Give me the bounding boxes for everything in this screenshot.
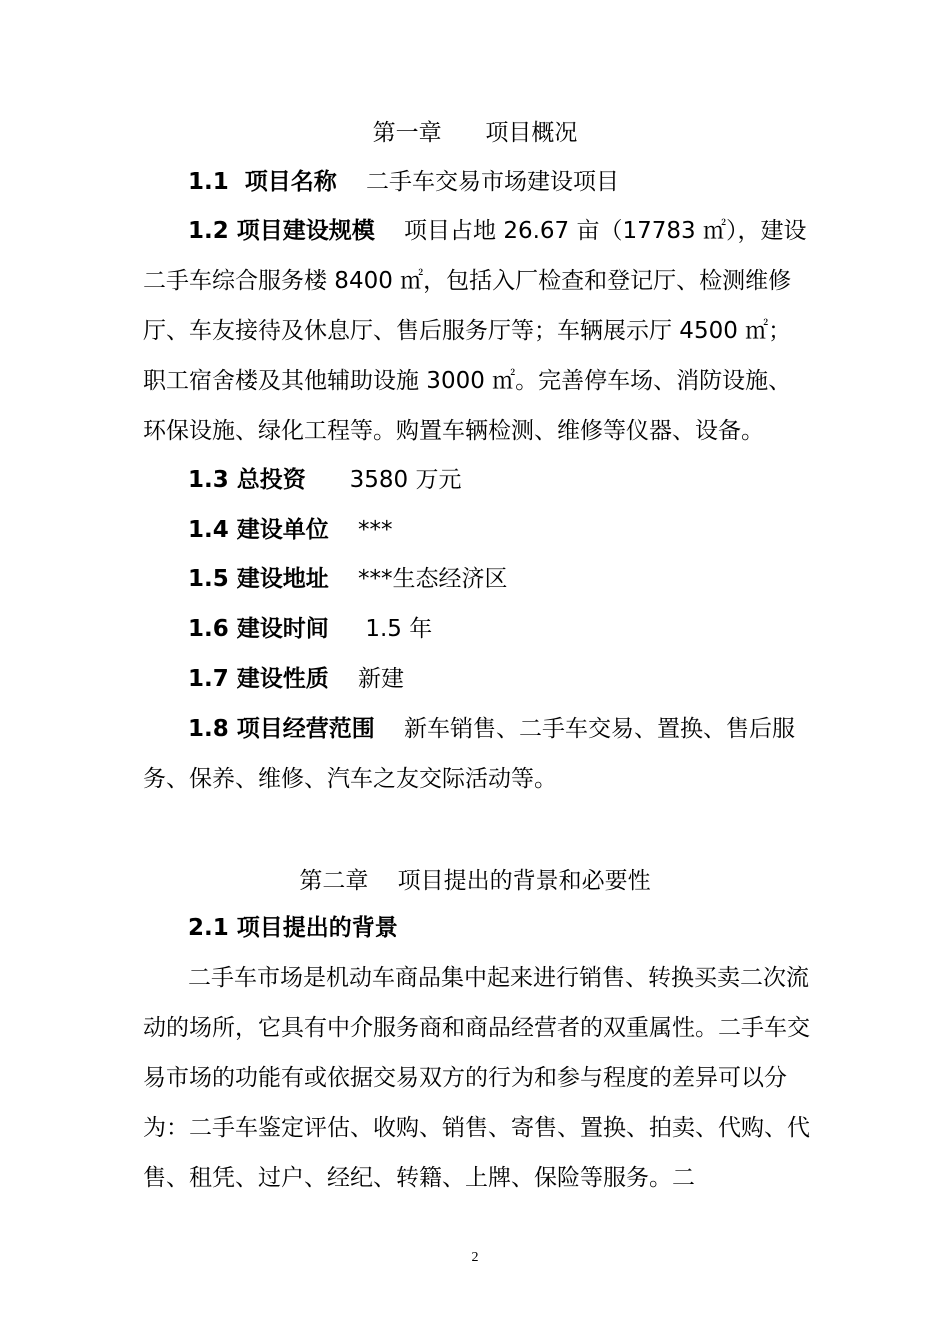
chapter-2-title: 第二章 项目提出的背景和必要性 bbox=[299, 868, 651, 894]
page-number: 2 bbox=[471, 1250, 479, 1265]
section-heading: 1.3 总投资 bbox=[188, 467, 306, 493]
section-heading: 1.6 建设时间 bbox=[188, 616, 329, 642]
section-heading: 1.4 建设单位 bbox=[188, 517, 329, 543]
section-value: 新建 bbox=[328, 666, 405, 692]
section-value: 新车销售、二手车交易、置换、售后服务、保养、维修、汽车之友交际活动等。 bbox=[143, 716, 796, 792]
chapter-1-title: 第一章 项目概况 bbox=[372, 120, 578, 146]
section-value: 项目占地 26.67 亩（17783 ㎡），建设二手车综合服务楼 8400 ㎡，包括入厂检查和登记厅、检测维修厅、车友接待及休息厅、售后服务厅等；车辆展示厅 4500 ㎡；职工宿舍楼及其他辅助设施 3000 ㎡。完善停车场、消防设施、环保设施、绿化工程等。购置车辆检测、维修等仪器、设备。 bbox=[143, 218, 807, 444]
section-heading: 1.1 项目名称 bbox=[188, 169, 337, 195]
section-1-5 bbox=[143, 554, 813, 604]
section-2-1 bbox=[143, 903, 813, 953]
section-value: *** bbox=[328, 517, 393, 543]
section-heading: 2.1 项目提出的背景 bbox=[188, 915, 398, 941]
section-heading: 1.8 项目经营范围 bbox=[188, 716, 375, 742]
section-heading: 1.5 建设地址 bbox=[188, 566, 329, 592]
section-value: 3580 万元 bbox=[305, 467, 462, 493]
body-paragraph: 二手车市场是机动车商品集中起来进行销售、转换买卖二次流动的场所，它具有中介服务商和商品经营者的双重属性。二手车交易市场的功能有或依据交易双方的行为和参与程度的差异可以分为：二手车鉴定评估、收购、销售、寄售、置换、拍卖、代购、代售、租凭、过户、经纪、转籍、上牌、保险等服务。二 bbox=[143, 965, 810, 1191]
section-value: 1.5 年 bbox=[328, 616, 433, 642]
section-value: ***生态经济区 bbox=[328, 566, 508, 592]
section-1-3 bbox=[143, 455, 813, 505]
section-heading: 1.7 建设性质 bbox=[188, 666, 329, 692]
section-1-4 bbox=[143, 505, 813, 555]
section-heading: 1.2 项目建设规模 bbox=[188, 218, 375, 244]
section-1-2 bbox=[143, 206, 813, 456]
section-1-8 bbox=[143, 704, 813, 804]
section-1-7 bbox=[143, 654, 813, 704]
section-value: 二手车交易市场建设项目 bbox=[336, 169, 620, 195]
section-1-1 bbox=[143, 157, 813, 207]
section-1-6 bbox=[143, 604, 813, 654]
